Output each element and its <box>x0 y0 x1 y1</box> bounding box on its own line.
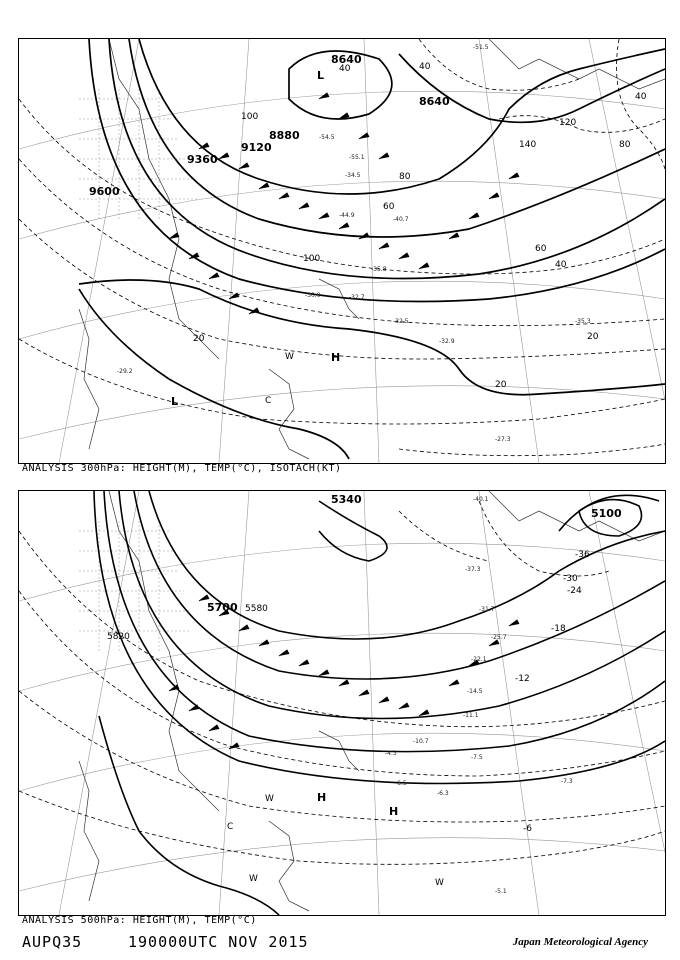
temp-value: -30.9 <box>305 292 321 299</box>
temp-contour-label: -6 <box>523 824 532 834</box>
temp-value: -7.3 <box>561 778 573 785</box>
isotach-label: 40 <box>339 64 351 74</box>
low-center: L <box>171 395 179 408</box>
agency-name: Japan Meteorological Agency <box>512 936 648 948</box>
temp-value: -40.7 <box>393 216 409 223</box>
isotach-label: 20 <box>495 380 507 390</box>
temp-value: -25.7 <box>491 634 507 641</box>
temp-contour-label: -30 <box>563 574 578 584</box>
height-label-9360: 9360 <box>187 153 218 166</box>
caption-300hpa: ANALYSIS 300hPa: HEIGHT(M), TEMP(°C), ISOTACH(KT) <box>22 463 342 474</box>
chart-id: AUPQ35 <box>22 933 83 951</box>
isotach-label: 80 <box>399 172 411 182</box>
height-label-8640a: 8640 <box>331 53 362 66</box>
high-center: H <box>389 805 399 818</box>
temp-value: -32.7 <box>349 294 365 301</box>
temp-value: -32.9 <box>439 338 455 345</box>
coastlines <box>79 39 665 459</box>
temp-value: -10.7 <box>413 738 429 745</box>
valid-time: 190000UTC NOV 2015 <box>128 933 309 951</box>
wind-barbs <box>169 93 519 314</box>
cold-center: C <box>265 396 272 406</box>
isotach-label: 60 <box>383 202 395 212</box>
warm-center: W <box>285 352 294 362</box>
temp-value: -6.5 <box>395 780 407 787</box>
map-300-canvas <box>19 39 665 463</box>
isotach-label: 140 <box>519 140 537 150</box>
warm-center: W <box>249 874 258 884</box>
temp-contour-label: -18 <box>551 624 566 634</box>
temperature-labels <box>385 496 573 895</box>
height-label-5100: 5100 <box>591 507 622 520</box>
caption-500hpa: ANALYSIS 500hPa: HEIGHT(M), TEMP(°C) <box>22 915 257 926</box>
height-labels <box>89 53 450 198</box>
height-label-9600: 9600 <box>89 185 120 198</box>
height-label-5820: 5820 <box>107 632 130 642</box>
temp-value: -6.3 <box>437 790 449 797</box>
height-label-9120: 9120 <box>241 141 272 154</box>
isotach-label: 20 <box>193 334 205 344</box>
isotach-label: 80 <box>619 140 631 150</box>
temp-value: -31.7 <box>479 606 495 613</box>
high-center: H <box>317 791 327 804</box>
isotach-label: 40 <box>555 260 567 270</box>
isotach-label: 120 <box>559 118 577 128</box>
temp-value: -22.1 <box>471 656 487 663</box>
temperature-labels <box>117 44 591 443</box>
low-center: L <box>317 69 325 82</box>
pressure-centers <box>227 791 444 888</box>
temperature-hatching <box>79 521 189 651</box>
temp-value: -37.3 <box>465 566 481 573</box>
warm-center: W <box>265 794 274 804</box>
cold-center: C <box>227 822 234 832</box>
height-label-5580: 5580 <box>245 604 268 614</box>
temp-value: -4.3 <box>385 750 397 757</box>
map-500-canvas <box>19 491 665 915</box>
temp-value: -44.9 <box>339 212 355 219</box>
temp-value: -35.8 <box>371 266 387 273</box>
temp-value: -55.1 <box>349 154 365 161</box>
isotach-label: 100 <box>241 112 259 122</box>
analysis-300hpa-map <box>18 38 666 464</box>
temp-value: -14.5 <box>467 688 483 695</box>
temp-value: -51.5 <box>473 44 489 51</box>
high-center: H <box>331 351 341 364</box>
isotach-label: 40 <box>419 62 431 72</box>
temp-value: -27.3 <box>495 436 511 443</box>
temp-contour-label: -36 <box>575 550 590 560</box>
isotach-labels <box>193 62 647 390</box>
temp-value: -35.3 <box>575 318 591 325</box>
height-label-8640b: 8640 <box>419 95 450 108</box>
temp-value: -34.5 <box>345 172 361 179</box>
height-label-5700: 5700 <box>207 601 238 614</box>
warm-center: W <box>435 878 444 888</box>
isotach-contours <box>19 39 665 456</box>
isotach-label: 40 <box>635 92 647 102</box>
height-contours <box>79 39 665 459</box>
isotach-label: 60 <box>535 244 547 254</box>
isotach-label: 20 <box>587 332 599 342</box>
temp-value: -54.5 <box>319 134 335 141</box>
temp-value: -40.1 <box>473 496 489 503</box>
temp-contour-label: -12 <box>515 674 530 684</box>
isotach-label: 100 <box>303 254 321 264</box>
temp-value: -7.5 <box>471 754 483 761</box>
temp-value: -32.5 <box>393 318 409 325</box>
height-label-8880: 8880 <box>269 129 300 142</box>
height-label-5340: 5340 <box>331 493 362 506</box>
latlon-grid <box>19 491 665 915</box>
temp-value: -5.1 <box>495 888 507 895</box>
temp-value: -11.1 <box>463 712 479 719</box>
analysis-500hpa-map <box>18 490 666 916</box>
temp-value: -29.2 <box>117 368 133 375</box>
temp-contour-label: -24 <box>567 586 582 596</box>
